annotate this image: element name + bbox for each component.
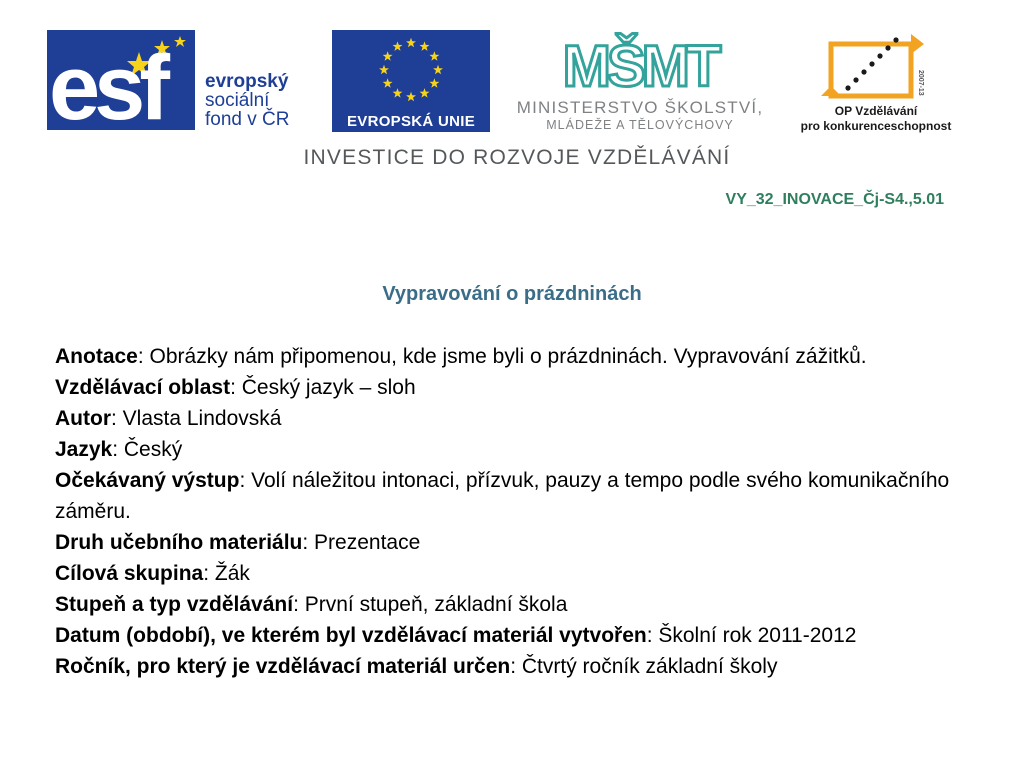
msmt-mark-icon — [500, 28, 780, 96]
field-value: Vlasta Lindovská — [122, 407, 282, 430]
field-value: První stupeň, základní škola — [304, 593, 568, 616]
field-druh: Druh učebního materiálu: Prezentace — [55, 531, 421, 554]
field-value: Čtvrtý ročník základní školy — [521, 655, 778, 678]
document-title: Vypravování o prázdninách — [382, 283, 642, 305]
esf-logo — [47, 30, 322, 130]
op-line-1: OP Vzdělávání — [834, 104, 918, 118]
eu-star — [379, 65, 389, 74]
field-oblast: Vzdělávací oblast: Český jazyk – sloh — [55, 376, 416, 399]
field-value: Prezentace — [314, 531, 421, 554]
investice-banner: INVESTICE DO ROZVOJE VZDĚLÁVÁNÍ — [303, 146, 731, 169]
esf-text — [205, 72, 289, 129]
field-value: Volí náležitou intonaci, přízvuk, pauzy a tempo podle svého komunikačního záměru. — [55, 469, 950, 523]
eu-stars-icon — [332, 30, 490, 110]
eu-star — [406, 92, 416, 101]
esf-logo-mark — [47, 30, 195, 130]
field-value: Žák — [214, 562, 250, 585]
field-label: Anotace — [55, 345, 138, 368]
msmt-logo — [500, 28, 780, 134]
msmt-line-1: MINISTERSTVO ŠKOLSTVÍ, — [516, 98, 764, 117]
eu-star — [406, 38, 416, 47]
msmt-mark-text: MŠMT — [562, 34, 718, 96]
eu-star — [429, 78, 439, 87]
field-value: Obrázky nám připomenou, kde jsme byli o prázdninách. Vypravování zážitků. — [149, 345, 867, 368]
field-label: Vzdělávací oblast — [55, 376, 231, 399]
eu-star — [429, 51, 439, 60]
esf-text-line-2: sociální — [205, 90, 270, 111]
field-jazyk: Jazyk: Český — [55, 438, 183, 461]
field-value: Český jazyk – sloh — [241, 376, 416, 399]
eu-label: EVROPSKÁ UNIE — [346, 113, 476, 130]
field-stupen: Stupeň a typ vzdělávání: První stupeň, základní škola — [55, 593, 568, 616]
field-label: Druh učebního materiálu — [55, 531, 303, 554]
field-value: Český — [123, 438, 183, 461]
esf-mark-text: esf — [49, 37, 164, 130]
metadata-list — [55, 341, 970, 682]
eu-star — [420, 41, 430, 50]
field-label: Ročník, pro který je vzdělávací materiál určen — [55, 655, 511, 678]
eu-star — [433, 65, 443, 74]
field-vystup: Očekávaný výstup: Volí náležitou intonaci, přízvuk, pauzy a tempo podle svého komunikačního záměru. — [55, 469, 950, 523]
esf-text-line-1: evropský — [205, 71, 289, 92]
field-datum: Datum (období), ve kterém byl vzdělávací materiál vytvořen: Školní rok 2011-2012 — [55, 624, 857, 647]
field-rocnik: Ročník, pro který je vzdělávací materiál určen: Čtvrtý ročník základní školy — [55, 655, 778, 678]
eu-logo — [332, 30, 490, 132]
field-autor: Autor: Vlasta Lindovská — [55, 407, 282, 430]
document-code: VY_32_INOVACE_Čj-S4.,5.01 — [725, 191, 944, 208]
op-mark-icon — [786, 30, 966, 102]
eu-star — [393, 88, 403, 97]
op-logo — [786, 30, 966, 135]
eu-star — [420, 88, 430, 97]
field-label: Jazyk — [55, 438, 113, 461]
field-label: Stupeň a typ vzdělávání — [55, 593, 294, 616]
eu-star — [383, 78, 393, 87]
esf-text-line-3: fond v ČR — [205, 109, 290, 130]
field-label: Cílová skupina — [55, 562, 204, 585]
field-value: Školní rok 2011-2012 — [658, 624, 857, 647]
field-anotace: Anotace: Obrázky nám připomenou, kde jsme byli o prázdninách. Vypravování zážitků. — [55, 345, 867, 368]
field-label: Očekávaný výstup — [55, 469, 240, 492]
msmt-line-2: MLÁDEŽE A TĚLOVÝCHOVY — [546, 118, 734, 132]
eu-star — [393, 41, 403, 50]
op-year-badge: 2007-13 — [917, 70, 924, 96]
eu-star — [383, 51, 393, 60]
field-label: Datum (období), ve kterém byl vzdělávací materiál vytvořen — [55, 624, 647, 647]
field-label: Autor — [55, 407, 111, 430]
field-skupina: Cílová skupina: Žák — [55, 562, 250, 585]
op-line-2: pro konkurenceschopnost — [800, 119, 952, 133]
